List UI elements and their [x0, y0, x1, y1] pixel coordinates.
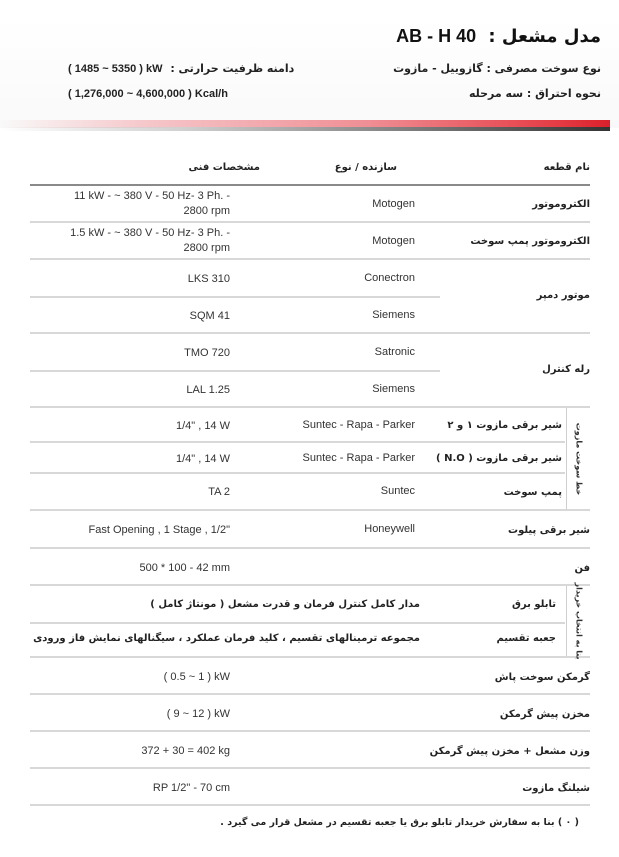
header-spec: مشخصات فنی [188, 162, 260, 173]
spec [74, 189, 230, 219]
part-name: وزن مشعل + مخزن پیش گرمکن [429, 746, 590, 757]
spec: LAL 1.25 [186, 384, 230, 396]
maker: Satronic [374, 346, 415, 358]
row-divider [30, 622, 565, 624]
row-divider [30, 296, 440, 298]
decorative-band [0, 120, 610, 132]
spec: 1/4" , 14 W [175, 420, 230, 432]
table-row [30, 549, 590, 586]
maker: Suntec - Rapa - Parker [302, 419, 415, 431]
maker: Suntec - Rapa - Parker [302, 452, 415, 464]
spec: مدار کامل کنترل فرمان و قدرت مشعل ( مونتاژ کامل ) [150, 599, 420, 610]
spec-line-2: 2800 rpm [183, 205, 230, 217]
model-value: AB - H 40 [396, 26, 477, 46]
spec-table [30, 150, 590, 806]
table-row [30, 695, 590, 732]
table-row-group [30, 408, 590, 511]
row-divider [30, 370, 440, 372]
group-label: بنا به انتخاب خریدار [574, 582, 583, 660]
spec: 500 * 100 - 42 mm [139, 562, 230, 574]
part-name: پمپ سوخت [503, 487, 562, 498]
part-name: گرمکن سوخت پاش [494, 672, 590, 683]
spec: Fast Opening , 1 Stage , 1/2" [88, 524, 230, 536]
table-row [30, 186, 590, 223]
model-title [396, 26, 601, 47]
part-name: رله کنترل [542, 364, 590, 375]
part-name: فن [574, 563, 590, 574]
table-row [30, 732, 590, 769]
group-label-cell [566, 582, 590, 660]
maker: Motogen [372, 198, 415, 210]
spec-line-1: 11 kW - ~ 380 V - 50 Hz- 3 Ph. - [74, 190, 230, 202]
combustion-type: نحوه احتراق : سه مرحله [468, 87, 601, 100]
maker: Suntec [380, 485, 415, 497]
model-label: مدل مشعل : [488, 26, 601, 47]
band-dark-stripe [0, 127, 610, 131]
part-name: مخزن پیش گرمکن [499, 709, 590, 720]
spec: مجموعه ترمینالهای تقسیم ، کلید فرمان عملکرد ، سیگنالهای نمایش فاز ورودی [33, 633, 420, 644]
group-label: خط سوخت مازوت [574, 422, 583, 495]
part-name: جعبه تقسیم [496, 633, 556, 644]
capacity-kw [68, 62, 294, 75]
spec: SQM 41 [189, 310, 230, 322]
capacity-label: دامنه ظرفیت حرارتی : [170, 62, 295, 75]
maker: Honeywell [364, 523, 415, 535]
table-row [30, 223, 590, 260]
table-header [30, 150, 590, 186]
part-name: تابلو برق [511, 599, 556, 610]
row-divider [30, 472, 565, 474]
spec: 1/4" , 14 W [175, 453, 230, 465]
part-name: الکتروموتور پمپ سوخت [470, 236, 590, 247]
part-name: الکتروموتور [532, 199, 590, 210]
table-row [30, 511, 590, 549]
part-name: موتور دمپر [536, 290, 590, 301]
maker: Conectron [364, 272, 415, 284]
spec: RP 1/2" - 70 cm [152, 782, 230, 794]
capacity-kcal: ( 1,276,000 ~ 4,600,000 ) Kcal/h [68, 88, 228, 100]
spec-line-2: 2800 rpm [183, 242, 230, 254]
footnote: ( ٠ ) بنا به سفارش خریدار تابلو برق یا جعبه تقسیم در مشعل قرار می گیرد . [220, 817, 579, 828]
spec: LKS 310 [187, 273, 230, 285]
part-name: شیر برقی مازوت ۱ و ۲ [447, 420, 562, 431]
spec: TA 2 [208, 486, 230, 498]
maker: Siemens [372, 309, 415, 321]
header-maker: سازنده / نوع [334, 162, 397, 173]
table-row [30, 658, 590, 695]
table-row [30, 260, 590, 334]
group-label-cell [566, 408, 590, 509]
fuel-type: نوع سوخت مصرفی : گازوییل - مازوت [393, 62, 601, 75]
capacity-kw-value: ( 1485 ~ 5350 ) kW [68, 63, 163, 75]
spec: ( 9 ~ 12 ) kW [166, 708, 230, 720]
spec [70, 226, 230, 256]
row-divider [30, 441, 565, 443]
spec: ( 0.5 ~ 1 ) kW [163, 671, 230, 683]
table-row [30, 334, 590, 408]
header-part-name: نام قطعه [543, 162, 590, 173]
spec: TMO 720 [184, 347, 230, 359]
maker: Motogen [372, 235, 415, 247]
maker: Siemens [372, 383, 415, 395]
part-name: شیر برقی پیلوت [508, 525, 590, 536]
spec: 372 + 30 = 402 kg [141, 745, 230, 757]
table-row [30, 769, 590, 806]
spec-line-1: 1.5 kW - ~ 380 V - 50 Hz- 3 Ph. - [70, 227, 230, 239]
table-row-group [30, 582, 590, 660]
part-name: شیلنگ مازوت [522, 783, 590, 794]
part-name: شیر برقی مازوت ( N.O ) [436, 453, 562, 464]
